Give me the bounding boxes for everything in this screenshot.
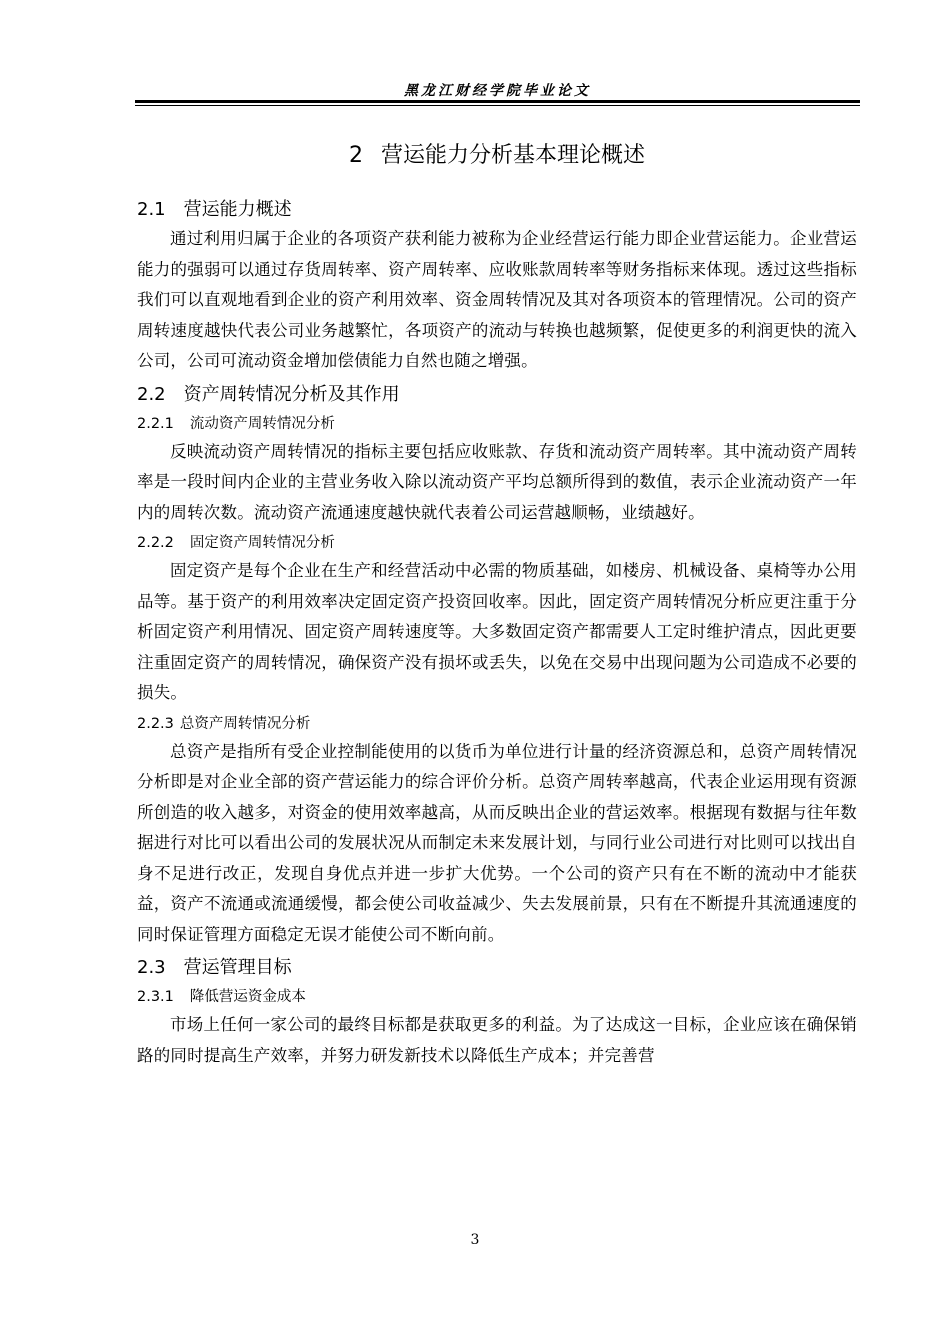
section-title: 营运能力概述: [183, 199, 292, 220]
subsection-number: 2.2.1: [137, 415, 174, 432]
subsection-title: 总资产周转情况分析: [179, 715, 311, 732]
paragraph-2-3-1: 市场上任何一家公司的最终目标都是获取更多的利益。为了达成这一目标，企业应该在确保销路的同时提高生产效率，并努力研发新技术以降低生产成本；并完善营: [137, 1015, 857, 1065]
section-heading-2-1: [137, 196, 857, 224]
subsection-number: 2.3.1: [137, 989, 174, 1005]
subsection-title: 固定资产周转情况分析: [189, 535, 335, 551]
paragraph-2-2-2: 固定资产是每个企业在生产和经营活动中必需的物质基础，如楼房、机械设备、桌椅等办公用品等。基于资产的利用效率决定固定资产投资回收率。因此，固定资产周转情况分析应更注重于分析固定资产利用情况、固定资产周转速度等。大多数固定资产都需要人工定时维护清点，因此更要注重固定资产的周转情况，确保资产没有损坏或丢失，以免在交易中出现问题为公司造成不必要的损失。: [137, 561, 857, 702]
paragraph-2-1: 通过利用归属于企业的各项资产获利能力被称为企业经营运行能力即企业营运能力。企业营运能力的强弱可以通过存货周转率、资产周转率、应收账款周转率等财务指标来体现。透过这些指标我们可以直观地看到企业的资产利用效率、资金周转情况及其对各项资本的管理情况。公司的资产周转速度越快代表公司业务越繁忙，各项资产的流动与转换也越频繁，促使更多的利润更快的流入公司，公司可流动资金增加偿债能力自然也随之增强。: [137, 229, 857, 370]
subsection-number: 2.2.3: [137, 715, 174, 732]
section-number: 2.3: [137, 957, 166, 978]
section-heading-2-3: [137, 954, 857, 982]
subsection-heading-2-2-3: [137, 711, 857, 737]
paragraph-2-2-3: 总资产是指所有受企业控制能使用的以货币为单位进行计量的经济资源总和，总资产周转情况分析即是对企业全部的资产营运能力的综合评价分析。总资产周转率越高，代表企业运用现有资源所创造的收入越多，对资金的使用效率越高，从而反映出企业的营运效率。根据现有数据与往年数据进行对比可以看出公司的发展状况从而制定未来发展计划，与同行业公司进行对比则可以找出自身不足进行改正，发现自身优点并进一步扩大优势。一个公司的资产只有在不断的流动中才能获益，资产不流通或流通缓慢，都会使公司收益减少、失去发展前景，只有在不断提升其流通速度的同时保证管理方面稳定无误才能使公司不断向前。: [137, 741, 857, 944]
subsection-heading-2-3-1: [137, 984, 857, 1010]
header-rule-thick: [135, 100, 860, 103]
chapter-title-text: 营运能力分析基本理论概述: [380, 143, 645, 168]
paragraph-2-2-1: 反映流动资产周转情况的指标主要包括应收账款、存货和流动资产周转率。其中流动资产周转率是一段时间内企业的主营业务收入除以流动资产平均总额所得到的数值，表示企业流动资产一年内的周转次数。流动资产流通速度越快就代表着公司运营越顺畅，业绩越好。: [137, 441, 857, 522]
subsection-number: 2.2.2: [137, 535, 174, 551]
section-number: 2.1: [137, 199, 166, 220]
header-rule-thin: [135, 105, 860, 106]
page-body: [137, 138, 857, 1071]
chapter-title: [137, 138, 857, 174]
section-title: 营运管理目标: [183, 957, 292, 978]
section-title: 资产周转情况分析及其作用: [183, 383, 400, 405]
page-number: 3: [470, 1232, 480, 1248]
subsection-title: 降低营运资金成本: [189, 989, 306, 1005]
chapter-number: 2: [348, 143, 363, 168]
subsection-title: 流动资产周转情况分析: [189, 415, 335, 432]
section-number: 2.2: [137, 383, 166, 405]
section-heading-2-2: [137, 381, 857, 409]
running-header: 黑龙江财经学院毕业论文: [404, 83, 591, 99]
subsection-heading-2-2-1: [137, 411, 857, 437]
subsection-heading-2-2-2: [137, 530, 857, 556]
